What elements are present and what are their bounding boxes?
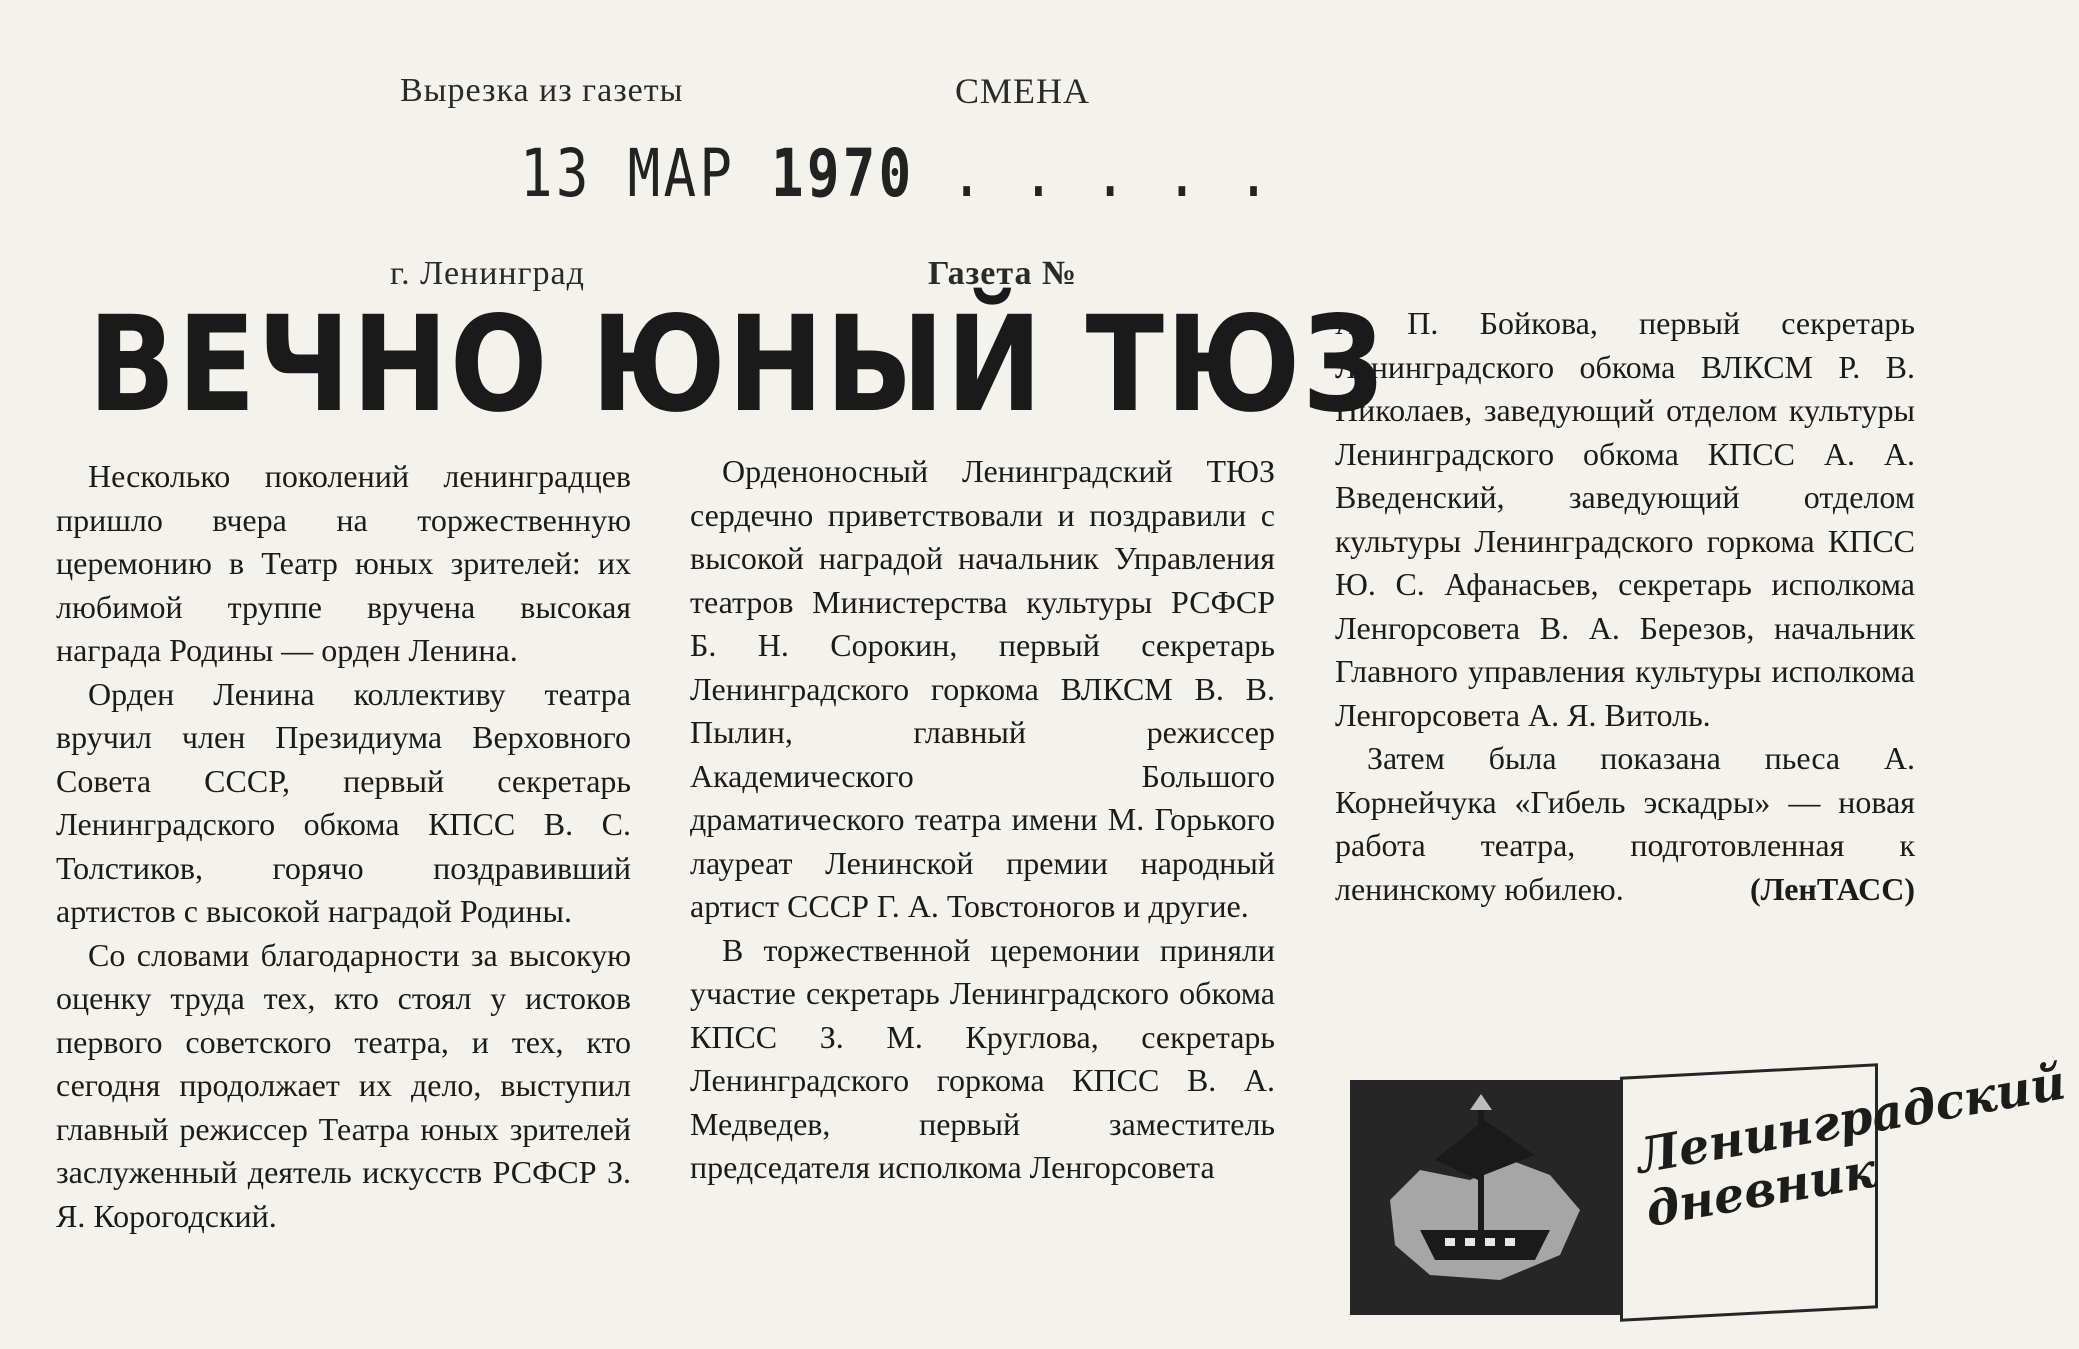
article-column-2 <box>690 450 1275 1190</box>
paragraph <box>1335 737 1915 911</box>
article-column-3 <box>1335 302 1915 911</box>
paragraph: А. П. Бойкова, первый секретарь Ленинградского обкома ВЛКСМ Р. В. Николаев, заведующий отделом культуры Ленинградского обкома КПСС А. А. Введенский, заведующий отделом культуры Ленинградского горкома КПСС Ю. С. Афанасьев, секретарь исполкома Ленгорсовета В. А. Березов, начальник Главного управления культуры исполкома Ленгорсовета А. Я. Витоль. <box>1335 305 1915 733</box>
paragraph: Со словами благодарности за высокую оценку труда тех, кто стоял у истоков первого советского театра, и тех, кто сегодня продолжает их дело, выступил главный режиссер Театра юных зрителей заслуженный деятель искусств РСФСР З. Я. Корогодский. <box>56 936 631 1234</box>
city-label: г. Ленинград <box>390 255 585 292</box>
news-agency-signoff: (ЛенТАСС) <box>1749 870 1915 907</box>
leningrad-diary-emblem <box>1350 1054 2070 1320</box>
emblem-title: Ленинградский дневник <box>1632 1054 2070 1239</box>
newspaper-name: СМЕНА <box>955 71 1091 111</box>
paragraph: Орден Ленина коллективу театра вручил член Президиума Верховного Совета СССР, первый секретарь Ленинградского обкома КПСС В. С. Толстиков, горячо поздравивший артистов с высокой наградой Родины. <box>56 675 631 929</box>
date-stamp-day-month: 13 МАР <box>520 135 736 212</box>
article-column-1 <box>56 455 631 1238</box>
ship-emblem-icon <box>1350 1080 1620 1315</box>
paragraph: Орденоносный Ленинградский ТЮЗ сердечно приветствовали и поздравили с высокой наградой начальник Управления театров Министерства культуры РСФСР Б. Н. Сорокин, первый секретарь Ленинградского горкома ВЛКСМ В. В. Пылин, главный режиссер Академического Большого драматического театра имени М. Горького лауреат Ленинской премии народный артист СССР Г. А. Товстоногов и другие. <box>690 453 1275 924</box>
date-stamp <box>520 135 1273 212</box>
article-headline: ВЕЧНО ЮНЫЙ ТЮЗ <box>88 288 1386 442</box>
date-stamp-dots: . . . . . <box>950 135 1274 212</box>
paragraph: Несколько поколений ленинградцев пришло вчера на торжественную церемонию в Театр юных зрителей: их любимой труппе вручена высокая награда Родины — орден Ленина. <box>56 458 631 668</box>
paragraph-text: Затем была показана пьеса А. Корнейчука «Гибель эскадры» — новая работа театра, подготовленная к ленинскому юбилею. <box>1335 740 1915 907</box>
clipping-label: Вырезка из газеты <box>400 72 684 109</box>
paragraph: В торжественной церемонии приняли участие секретарь Ленинградского обкома КПСС З. М. Круглова, секретарь Ленинградского горкома КПСС В. А. Медведев, первый заместитель председателя исполкома Ленгорсовета <box>690 931 1275 1185</box>
issue-label: Газета № <box>928 255 1078 292</box>
date-stamp-year: 1970 <box>771 135 915 212</box>
